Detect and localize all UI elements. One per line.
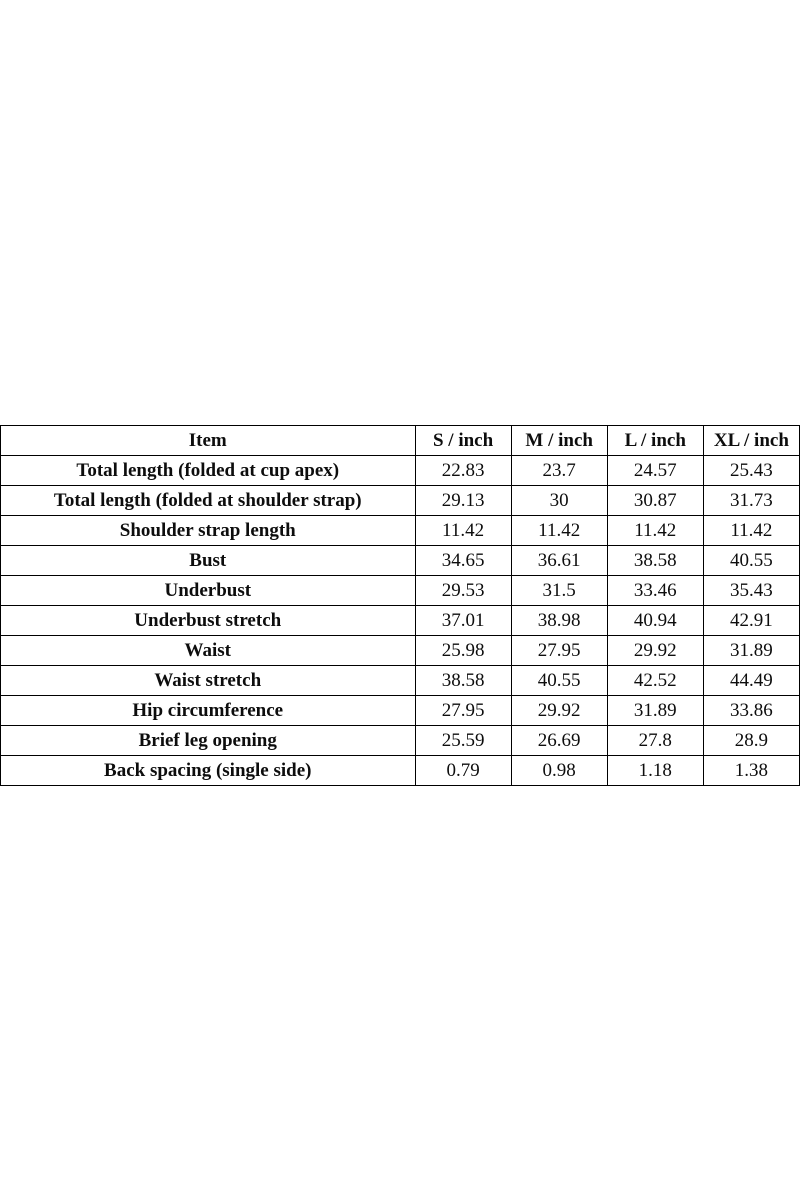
cell-m: 26.69 bbox=[511, 726, 607, 756]
cell-l: 27.8 bbox=[607, 726, 703, 756]
row-label: Shoulder strap length bbox=[1, 516, 416, 546]
cell-m: 30 bbox=[511, 486, 607, 516]
row-label: Brief leg opening bbox=[1, 726, 416, 756]
table-header-row bbox=[1, 426, 800, 456]
cell-xl: 11.42 bbox=[703, 516, 799, 546]
cell-l: 11.42 bbox=[607, 516, 703, 546]
table-row bbox=[1, 606, 800, 636]
cell-xl: 28.9 bbox=[703, 726, 799, 756]
table-row bbox=[1, 636, 800, 666]
cell-m: 36.61 bbox=[511, 546, 607, 576]
column-header-m: M / inch bbox=[511, 426, 607, 456]
table-body bbox=[1, 456, 800, 786]
table-row bbox=[1, 456, 800, 486]
cell-l: 29.92 bbox=[607, 636, 703, 666]
cell-s: 25.59 bbox=[415, 726, 511, 756]
size-chart-container bbox=[0, 425, 800, 786]
cell-m: 0.98 bbox=[511, 756, 607, 786]
table-row bbox=[1, 516, 800, 546]
column-header-l: L / inch bbox=[607, 426, 703, 456]
cell-l: 40.94 bbox=[607, 606, 703, 636]
cell-xl: 25.43 bbox=[703, 456, 799, 486]
cell-s: 0.79 bbox=[415, 756, 511, 786]
cell-s: 27.95 bbox=[415, 696, 511, 726]
cell-l: 24.57 bbox=[607, 456, 703, 486]
cell-xl: 31.73 bbox=[703, 486, 799, 516]
column-header-xl: XL / inch bbox=[703, 426, 799, 456]
cell-m: 29.92 bbox=[511, 696, 607, 726]
column-header-s: S / inch bbox=[415, 426, 511, 456]
cell-xl: 1.38 bbox=[703, 756, 799, 786]
row-label: Waist bbox=[1, 636, 416, 666]
cell-s: 11.42 bbox=[415, 516, 511, 546]
row-label: Bust bbox=[1, 546, 416, 576]
row-label: Underbust stretch bbox=[1, 606, 416, 636]
cell-s: 29.13 bbox=[415, 486, 511, 516]
table-row bbox=[1, 546, 800, 576]
cell-xl: 33.86 bbox=[703, 696, 799, 726]
cell-s: 37.01 bbox=[415, 606, 511, 636]
cell-xl: 42.91 bbox=[703, 606, 799, 636]
table-row bbox=[1, 486, 800, 516]
row-label: Hip circumference bbox=[1, 696, 416, 726]
cell-m: 11.42 bbox=[511, 516, 607, 546]
cell-s: 34.65 bbox=[415, 546, 511, 576]
cell-xl: 35.43 bbox=[703, 576, 799, 606]
cell-l: 38.58 bbox=[607, 546, 703, 576]
table-row bbox=[1, 576, 800, 606]
row-label: Total length (folded at shoulder strap) bbox=[1, 486, 416, 516]
row-label: Waist stretch bbox=[1, 666, 416, 696]
cell-m: 27.95 bbox=[511, 636, 607, 666]
table-row bbox=[1, 756, 800, 786]
row-label: Total length (folded at cup apex) bbox=[1, 456, 416, 486]
cell-xl: 40.55 bbox=[703, 546, 799, 576]
table-header bbox=[1, 426, 800, 456]
cell-l: 42.52 bbox=[607, 666, 703, 696]
table-row bbox=[1, 666, 800, 696]
column-header-item: Item bbox=[1, 426, 416, 456]
cell-s: 25.98 bbox=[415, 636, 511, 666]
cell-m: 31.5 bbox=[511, 576, 607, 606]
cell-xl: 31.89 bbox=[703, 636, 799, 666]
cell-s: 29.53 bbox=[415, 576, 511, 606]
row-label: Underbust bbox=[1, 576, 416, 606]
cell-l: 31.89 bbox=[607, 696, 703, 726]
row-label: Back spacing (single side) bbox=[1, 756, 416, 786]
cell-m: 40.55 bbox=[511, 666, 607, 696]
cell-s: 38.58 bbox=[415, 666, 511, 696]
table-row bbox=[1, 726, 800, 756]
cell-l: 30.87 bbox=[607, 486, 703, 516]
table-row bbox=[1, 696, 800, 726]
size-chart-table bbox=[0, 425, 800, 786]
cell-xl: 44.49 bbox=[703, 666, 799, 696]
cell-m: 38.98 bbox=[511, 606, 607, 636]
cell-s: 22.83 bbox=[415, 456, 511, 486]
cell-m: 23.7 bbox=[511, 456, 607, 486]
cell-l: 1.18 bbox=[607, 756, 703, 786]
cell-l: 33.46 bbox=[607, 576, 703, 606]
